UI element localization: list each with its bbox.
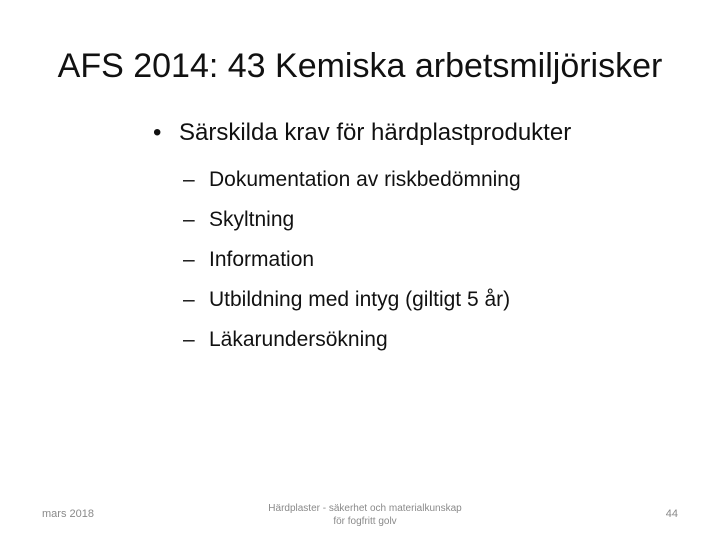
dash-marker: – <box>183 328 195 351</box>
dash-marker: – <box>183 208 195 231</box>
bullet-list <box>153 116 693 360</box>
slide-number: 44 <box>665 508 678 520</box>
sub-bullet-list <box>153 160 693 360</box>
sub-bullet-item <box>183 160 693 200</box>
bullet-item <box>153 116 693 150</box>
sub-bullet-text: Skyltning <box>209 208 295 231</box>
sub-bullet-item <box>183 200 693 240</box>
dash-marker: – <box>183 248 195 271</box>
footer-caption-line: för fogfritt golv <box>333 516 397 527</box>
sub-bullet-text: Utbildning med intyg (giltigt 5 år) <box>209 288 511 311</box>
footer-caption <box>230 502 500 528</box>
sub-bullet-text: Läkarundersökning <box>209 328 388 351</box>
sub-bullet-item <box>183 240 693 280</box>
slide-title: AFS 2014: 43 Kemiska arbetsmiljörisker <box>57 47 663 85</box>
footer-date: mars 2018 <box>42 508 94 520</box>
footer-caption-line: Härdplaster - säkerhet och materialkunskap <box>268 503 462 514</box>
dash-marker: – <box>183 288 195 311</box>
sub-bullet-item <box>183 280 693 320</box>
sub-bullet-item <box>183 320 693 360</box>
bullet-text: Särskilda krav för härdplastprodukter <box>179 119 572 146</box>
bullet-marker: • <box>153 119 162 146</box>
sub-bullet-text: Dokumentation av riskbedömning <box>209 168 521 191</box>
sub-bullet-text: Information <box>209 248 315 271</box>
dash-marker: – <box>183 168 195 191</box>
